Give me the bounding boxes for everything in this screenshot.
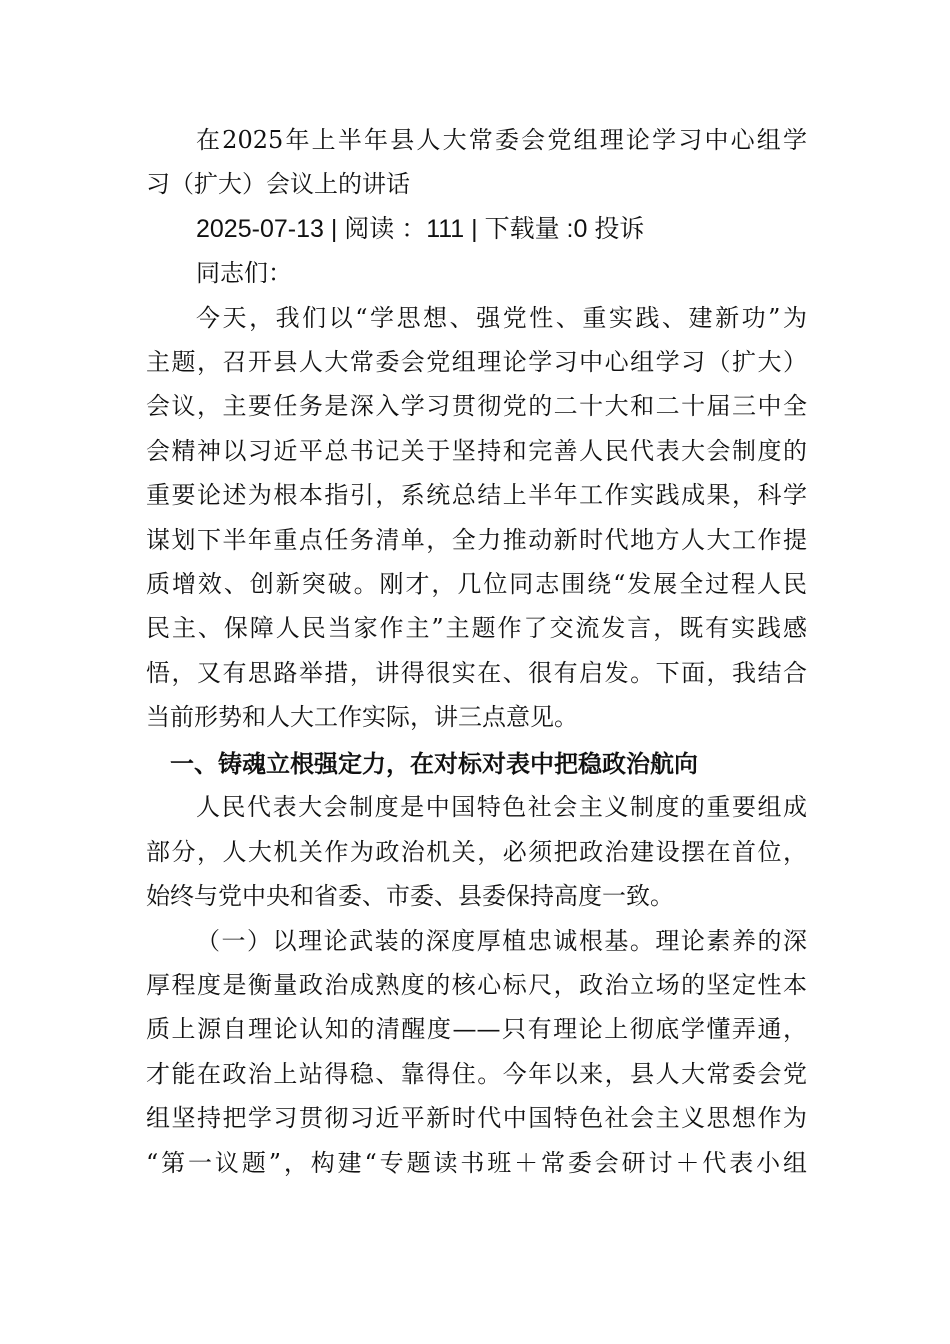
- paragraph-line: （一）以理论武装的深度厚植忠诚根基。理论素养的深: [196, 926, 807, 955]
- section-heading-1: 一、铸魂立根强定力，在对标对表中把稳政治航向: [170, 749, 698, 779]
- paragraph-intro: [146, 296, 807, 740]
- paragraph-line: 悟，又有思路举措，讲得很实在、很有启发。下面，我结合: [146, 658, 807, 687]
- paragraph-line: 会议，主要任务是深入学习贯彻党的二十大和二十届三中全: [146, 392, 807, 421]
- paragraph-line: 质增效、创新突破。刚才，几位同志围绕“发展全过程人民: [146, 569, 807, 598]
- salutation: 同志们：: [196, 259, 292, 288]
- paragraph-section-1-intro: [146, 785, 807, 918]
- document-page: [146, 118, 807, 1185]
- paragraph-line: 始终与党中央和省委、市委、县委保持高度一致。: [146, 882, 674, 911]
- paragraph-line: 会精神以习近平总书记关于坚持和完善人民代表大会制度的: [146, 436, 807, 465]
- paragraph-line: 当前形势和人大工作实际，讲三点意见。: [146, 703, 578, 732]
- paragraph-line: 人民代表大会制度是中国特色社会主义制度的重要组成: [196, 793, 807, 822]
- paragraph-line: 主题，召开县人大常委会党组理论学习中心组学习（扩大）: [146, 347, 807, 376]
- paragraph-line: “第一议题”，构建“专题读书班＋常委会研讨＋代表小组: [146, 1148, 807, 1177]
- paragraph-line: 重要论述为根本指引，系统总结上半年工作实践成果，科学: [146, 481, 807, 510]
- document-meta: 2025-07-13 | 阅读 ：111 | 下载量 :0 投诉: [196, 214, 645, 243]
- paragraph-line: 今天，我们以“学思想、强党性、重实践、建新功”为: [196, 303, 807, 332]
- paragraph-line: 谋划下半年重点任务清单，全力推动新时代地方人大工作提: [146, 525, 807, 554]
- paragraph-line: 厚程度是衡量政治成熟度的核心标尺，政治立场的坚定性本: [146, 971, 807, 1000]
- paragraph-line: 组坚持把学习贯彻习近平新时代中国特色社会主义思想作为: [146, 1104, 807, 1133]
- document-title-line-1: 在2025年上半年县人大常委会党组理论学习中心组学: [196, 126, 807, 154]
- paragraph-subsection-1: [146, 919, 807, 1185]
- document-title-line-2: 习（扩大）会议上的讲话: [146, 170, 410, 199]
- paragraph-line: 才能在政治上站得稳、靠得住。今年以来，县人大常委会党: [146, 1059, 807, 1088]
- paragraph-line: 民主、保障人民当家作主”主题作了交流发言，既有实践感: [146, 614, 807, 643]
- paragraph-line: 部分，人大机关作为政治机关，必须把政治建设摆在首位，: [146, 837, 807, 866]
- paragraph-line: 质上源自理论认知的清醒度——只有理论上彻底学懂弄通，: [146, 1015, 807, 1044]
